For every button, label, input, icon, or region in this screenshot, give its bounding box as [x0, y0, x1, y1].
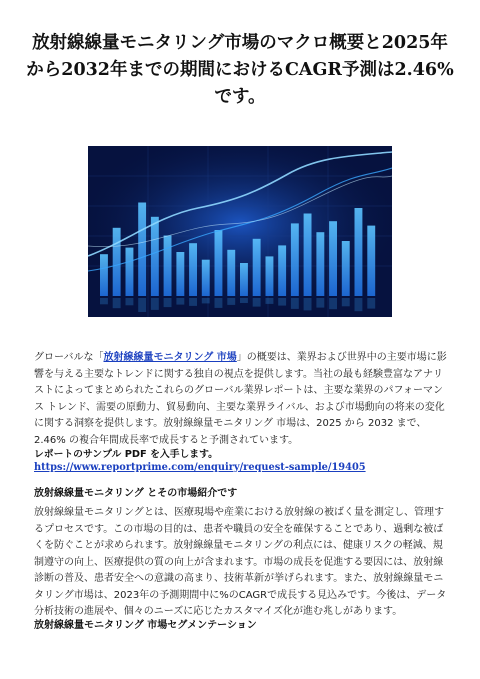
- hero-bar-reflection: [291, 298, 299, 309]
- hero-bar-reflection: [266, 298, 274, 304]
- sample-request: [34, 448, 448, 474]
- hero-bar-reflection: [100, 298, 108, 304]
- hero-bar-reflection: [316, 298, 324, 308]
- hero-bar-reflection: [240, 298, 248, 303]
- hero-bar: [202, 260, 210, 296]
- hero-bar: [227, 250, 235, 296]
- hero-bar: [215, 230, 223, 296]
- hero-bar: [189, 243, 197, 296]
- hero-bar: [100, 254, 108, 296]
- hero-bar-reflection: [202, 298, 210, 303]
- hero-bar-reflection: [253, 298, 261, 307]
- sample-request-link[interactable]: https://www.reportprime.com/enquiry/request-sample/19405: [34, 462, 366, 473]
- hero-bar: [138, 203, 146, 297]
- intro-paragraph: [34, 350, 448, 449]
- hero-bar-reflection: [151, 298, 159, 310]
- hero-bar: [266, 256, 274, 296]
- hero-bar: [164, 236, 172, 297]
- hero-bar-reflection: [113, 298, 121, 308]
- hero-bar-reflection: [342, 298, 350, 306]
- hero-bar: [291, 223, 299, 296]
- hero-bar-reflection: [176, 298, 184, 305]
- hero-bar-reflection: [215, 298, 223, 308]
- hero-bar-reflection: [189, 298, 197, 306]
- hero-bar-reflection: [278, 298, 286, 306]
- hero-bar: [367, 226, 375, 296]
- hero-bar: [240, 263, 248, 296]
- hero-bar: [342, 241, 350, 296]
- hero-bar: [278, 245, 286, 296]
- hero-bar: [304, 214, 312, 297]
- overview-paragraph: 放射線線量モニタリングとは、医療現場や産業における放射線の被ばく量を測定し、管理するプロセスです。この市場の目的は、患者や職員の安全を確保することであり、過剰な被ばくを防ぐことが求められます。放射線線量モニタリングの利点には、健康リスクの軽減、規制遵守の向上、医療提供の質の向上が含まれます。市場の成長を促進する要因には、放射線診断の普及、患者安全への意識の高まり、技術革新が挙げられます。また、放射線線量モニタリング市場は、2023年の予測期間中に%のCAGRで成長する見込みです。今後は、データ分析技術の進展や、個々のニーズに応じたカスタマイズ化が進む兆しがあります。: [34, 507, 447, 617]
- hero-bar-reflection: [227, 298, 235, 305]
- section-heading-introduction: 放射線線量モニタリング とその市場紹介です: [34, 488, 238, 499]
- hero-bar-reflection: [367, 298, 375, 309]
- hero-bar-reflection: [164, 298, 172, 307]
- hero-bar: [329, 221, 337, 296]
- intro-text-end: 」の概要は、業界および世界中の主要市場に影響を与える主要なトレンドに関する独自の視点を提供します。当社の最も経験豊富なアナリストによってまとめられたこれらのグローバル業界レポートは、主要な業界のパフォーマンス トレンド、需要の原動力、貿易動向、主要な業界ライバル、および市場動向の将来の変化に関する洞察を提供します。放射線線量モニタリング 市場は、2025 から 2032 まで、2.46% の複合年間成長率で成長すると予測されています。: [34, 352, 447, 446]
- hero-bar: [151, 217, 159, 296]
- hero-bar: [253, 239, 261, 296]
- intro-text-start: グローバルな「: [34, 352, 104, 363]
- hero-bar: [113, 228, 121, 296]
- page-title: 放射線線量モニタリング市場のマクロ概要と2025年から2032年までの期間におけるCAGR予測は2.46%です。: [26, 33, 454, 107]
- section-heading-segmentation: 放射線線量モニタリング 市場セグメンテーション: [34, 620, 257, 631]
- hero-bar-reflection: [329, 298, 337, 309]
- hero-bar: [355, 208, 363, 296]
- hero-bar: [316, 232, 324, 296]
- hero-bar: [126, 248, 134, 296]
- hero-bar: [176, 252, 184, 296]
- hero-bar-reflection: [126, 298, 134, 305]
- hero-image: [88, 146, 392, 317]
- hero-bar-reflection: [138, 298, 146, 312]
- sample-label: レポートのサンプル PDF を入手します。: [34, 449, 218, 460]
- market-link[interactable]: 放射線線量モニタリング 市場: [103, 352, 237, 363]
- hero-bar-reflection: [355, 298, 363, 311]
- hero-bar-reflection: [304, 298, 312, 310]
